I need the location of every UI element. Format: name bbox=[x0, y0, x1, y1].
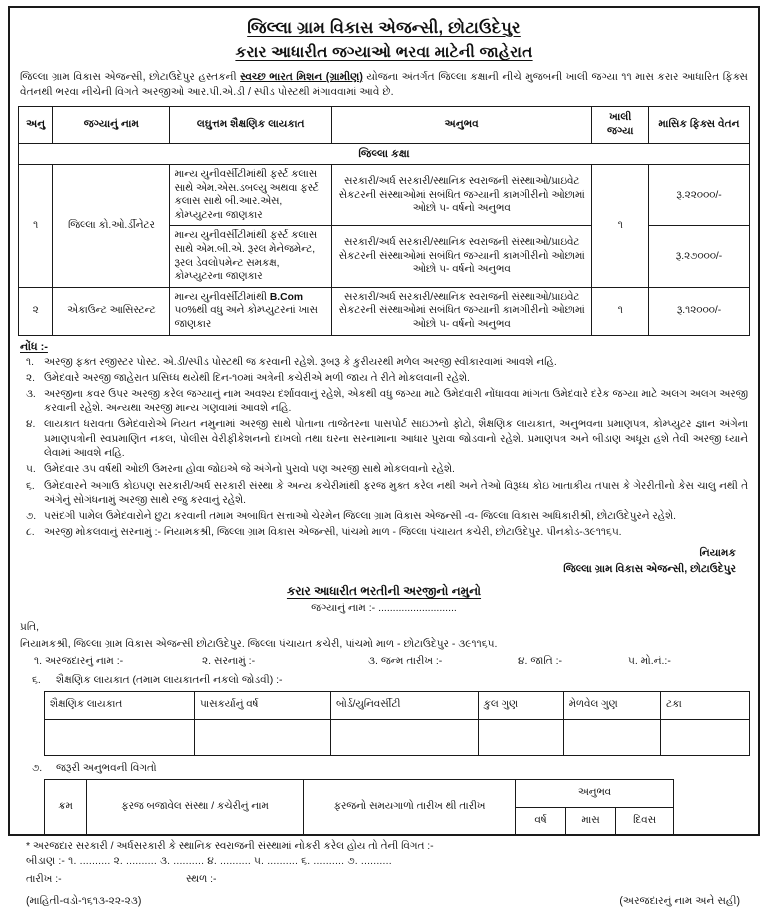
note-text: અરજી મોકલવાનું સરનામું :- નિયામકશ્રી, જિલ્લા ગ્રામ વિકાસ એજન્સી, પાંચમો માળ - જિલ્લા પંચાયત કચેરી, છોટાઉદેપુર. પીનકોડ-૩૯૧૧૬૫. bbox=[44, 527, 622, 539]
note-number: ૬. bbox=[26, 480, 35, 492]
list-item bbox=[20, 356, 748, 371]
vacancy-table bbox=[18, 106, 750, 336]
agency-title: જિલ્લા ગ્રામ વિકાસ એજન્સી, છોટાઉદેપુર bbox=[247, 19, 521, 37]
edu-cell-percentage[interactable] bbox=[660, 719, 749, 755]
row3-post: એકાઉન્ટ આસિસ્ટન્ટ bbox=[53, 287, 170, 335]
government-service-note: * અરજદાર સરકારી / અર્ધસરકારી કે સ્થાનિક સ્વરાજની સંસ્થામાં નોકરી કરેલ હોય તો તેની વિગત :- bbox=[26, 840, 434, 852]
list-item bbox=[20, 463, 748, 478]
place-field[interactable]: સ્થળ :- bbox=[186, 873, 217, 885]
row3-vacancy: ૧ bbox=[592, 287, 649, 335]
application-form-title: કરાર આધારીત ભરતીની અરજીનો નમુનો bbox=[286, 584, 482, 598]
exp-col-organisation: ફરજ બજાવેલ સંસ્થા / કચેરીનું નામ bbox=[87, 779, 304, 835]
applicant-mobile-field[interactable]: ૫. મો.નં.:- bbox=[628, 654, 671, 667]
row3-education-degree: B.Com bbox=[269, 291, 304, 303]
edu-col-pass-year: પાસકર્યાનું વર્ષ bbox=[194, 691, 330, 719]
list-item bbox=[20, 480, 748, 509]
date-place-row bbox=[18, 869, 750, 888]
row3-education bbox=[170, 287, 332, 335]
applicant-signature-label: (અરજદારનું નામ અને સહી) bbox=[619, 894, 740, 907]
list-item bbox=[20, 510, 748, 525]
row1-sr: ૧ bbox=[19, 165, 53, 288]
row3-education-pre: માન્ય યુનીવર્સીટીમાંથી bbox=[174, 291, 270, 303]
education-section-heading bbox=[18, 671, 750, 690]
note-number: ૨. bbox=[26, 372, 35, 384]
document-footer bbox=[18, 888, 750, 908]
row1-post: જિલ્લા કો.ઓ.ર્ડીનેટર bbox=[53, 165, 170, 288]
footer-reference-number: (માહિતી-વડો-૧૬૧૩-૨૨-૨૩) bbox=[26, 894, 142, 907]
exp-col-sr: ક્રમ bbox=[45, 779, 87, 835]
col-sr: અનુ bbox=[19, 106, 53, 143]
exp-col-period: ફરજનો સમયગાળો તારીખ થી તારીખ bbox=[304, 779, 516, 835]
experience-section-heading bbox=[18, 759, 750, 778]
note-text: ઉમેદવારને અગાઉ કોઇપણ સરકારી/અર્ધ સરકારી સંસ્થા કે અન્ય કચેરીમાંથી ફરજ મુક્ત કરેલ નથી અને તેઓ વિરૂધ્ધ કોઇ ખાતાકીય તપાસ કે ગેરરીતીનો કેસ ચાલુ નથી તે અંગેનું સોગંધનામું અરજી સાથે રજુ કરવાનું રહેશે. bbox=[44, 480, 748, 507]
note-number: ૩. bbox=[26, 388, 36, 400]
applicant-dob-field[interactable]: ૩. જન્મ તારીખ :- bbox=[368, 654, 443, 667]
experience-section-label: જરૂરી અનુભવની વિગતો bbox=[56, 761, 157, 774]
exp-col-months: માસ bbox=[566, 807, 616, 835]
note-text: અરજીના કવર ઉપર અરજી કરેલ જગ્યાનું નામ અવશ્ય દર્શાવવાનું રહેશે, એકથી વધુ જગ્યા માટે ઉમેદવારી નોંધાવવા માંગતા ઉમેદવારે દરેક જગ્યા માટે અલગ અલગ અરજી કરવાની રહેશે. અન્યથા અરજી માન્ય ગણવામાં આવશે નહિ. bbox=[44, 388, 748, 415]
experience-section-number: ૭. bbox=[32, 761, 43, 774]
edu-col-obtained-marks: મેળવેલ ગુણ bbox=[563, 691, 660, 719]
edu-cell-pass-year[interactable] bbox=[194, 719, 330, 755]
enclosures-line[interactable]: બીડાણ :- ૧. .......... ૨. .......... ૩. .......... ૪. .......... ૫. .......... ૬. .......... ૭. .......... bbox=[26, 855, 392, 867]
edu-cell-obtained-marks[interactable] bbox=[563, 719, 660, 755]
edu-cell-board-university[interactable] bbox=[331, 719, 479, 755]
applicant-caste-field[interactable]: ૪. જાતિ :- bbox=[518, 654, 562, 667]
edu-cell-qualification[interactable] bbox=[45, 719, 195, 755]
intro-scheme-name: સ્વચ્છ ભારત મિશન (ગ્રામીણ) bbox=[240, 71, 363, 83]
signatory-designation: નિયામક bbox=[699, 547, 736, 560]
col-experience: અનુભવ bbox=[331, 106, 591, 143]
row1-education: માન્ય યુનીવર્સીટીમાંથી ફર્સ્ટ કલાસ સાથે એમ.એસ.ડબલ્યુ અથવા ફર્સ્ટ કલાસ સાથે બી.આર.એસ, કોમ્પ્યુટરના જાણકાર bbox=[170, 165, 332, 226]
note-number: ૫. bbox=[26, 464, 36, 476]
edu-col-percentage: ટકા bbox=[660, 691, 749, 719]
education-section-label: શૈક્ષણિક લાયકાત (તમામ લાયકાતની નકલો જોડવી) :- bbox=[56, 673, 283, 686]
col-post-name: જગ્યાનું નામ bbox=[53, 106, 170, 143]
table-row bbox=[19, 287, 750, 335]
experience-table-header-row bbox=[45, 779, 674, 807]
note-text: પસંદગી પામેલ ઉમેદવારોને છુટા કરવાની તમામ અબાધિત સત્તાઓ ચેરમેન જિલ્લા ગ્રામ વિકાસ એજન્સી -વ- જિલ્લા વિકાસ અધિકારીશ્રી, છોટાઉદેપુરને રહેશે. bbox=[44, 511, 677, 523]
list-item bbox=[20, 372, 748, 387]
addressee-label: પ્રતિ, bbox=[20, 621, 40, 633]
notes-heading: નોંધ :- bbox=[20, 340, 48, 353]
advertisement-title: કરાર આધારીત જગ્યાઓ ભરવા માટેની જાહેરાત bbox=[235, 43, 533, 61]
col-vacancies: ખાલી જગ્યા bbox=[592, 106, 649, 143]
col-education: લઘુત્તમ શૈક્ષણિક લાયકાત bbox=[170, 106, 332, 143]
note-text: અરજી ફક્ત રજીસ્ટર પોસ્ટ. એ.ડી/સ્પીડ પોસ્ટથી જ કરવાની રહેશે. રૂબરૂ કે કુરીયરથી મળેલ અરજી સ્વીકારવામાં આવશે નહિ. bbox=[44, 356, 557, 368]
col-salary: માસિક ફિક્સ વેતન bbox=[649, 106, 750, 143]
notes-list bbox=[20, 356, 748, 541]
list-item bbox=[20, 526, 748, 541]
row2-experience: સરકારી/અર્ધ સરકારી/સ્થાનિક સ્વરાજની સંસ્થાઓ/પ્રાઇવેટ સેકટરની સંસ્થાઓમાં સબંધિત જગ્યાની કામગીરીનો ઓછામાં ઓછો ૫- વર્ષનો અનુભવ bbox=[331, 226, 591, 287]
education-section-number: ૬. bbox=[32, 673, 41, 686]
list-item bbox=[20, 388, 748, 417]
edu-col-board-university: બોર્ડ/યુનિવર્સીટી bbox=[331, 691, 479, 719]
row2-education: માન્ય યુનીવર્સીટીમાંથી ફર્સ્ટ કલાસ સાથે એમ.બી.એ. રૂરલ મેનેજમેન્ટ, રૂરલ ડેવલોપમેન્ટ સમકક્ષ, કોમ્પ્યુટરના જાણકાર bbox=[170, 226, 332, 287]
authority-signature-block bbox=[18, 544, 750, 577]
note-number: ૧. bbox=[26, 356, 34, 368]
document-header bbox=[18, 14, 750, 68]
applicant-basic-fields bbox=[18, 653, 750, 671]
row2-salary: રૂ.૨૭૦૦૦/- bbox=[649, 226, 750, 287]
note-text: ઉમેદવારે અરજી જાહેરાત પ્રસિધ્ધ થયેથી દિન-૧૦માં અત્રેની કચેરીએ મળી જાય તે રીતે મોકલવાની રહેશે. bbox=[44, 372, 470, 384]
edu-col-total-marks: કુલ ગુણ bbox=[478, 691, 563, 719]
exp-col-experience: અનુભવ bbox=[516, 779, 674, 807]
applicant-name-field[interactable]: ૧. અરજદારનું નામ :- bbox=[34, 654, 124, 667]
education-qualification-table bbox=[44, 691, 750, 756]
table-row bbox=[45, 719, 750, 755]
list-item bbox=[20, 418, 748, 462]
exp-col-days: દિવસ bbox=[616, 807, 674, 835]
row1-salary: રૂ.૨૨૦૦૦/- bbox=[649, 165, 750, 226]
section-band-row bbox=[19, 143, 750, 165]
applicant-address-field[interactable]: ૨. સરનામું :- bbox=[202, 654, 256, 667]
note-number: ૭. bbox=[26, 511, 37, 523]
intro-text: જિલ્લા ગ્રામ વિકાસ એજન્સી, છોટાઉદેપુર હસ્તકની સ્વચ્છ ભારત મિશન (ગ્રામીણ) યોજના અંતર્ગત જિલ્લા કક્ષાની નીચે મુજબની ખાલી જગ્યા ૧૧ માસ કરાર આધારિત ફિક્સ વેતનથી ભરવા નીચેની વિગતે અરજીઓ આર.પી.એ.ડી / સ્પીડ પોસ્ટથી મંગાવવામાં આવે છે. bbox=[20, 71, 748, 99]
edu-cell-total-marks[interactable] bbox=[478, 719, 563, 755]
note-number: ૪. bbox=[26, 419, 36, 431]
notice-sheet bbox=[8, 6, 760, 907]
row3-experience: સરકારી/અર્ધ સરકારી/સ્થાનિક સ્વરાજની સંસ્થાઓ/પ્રાઇવેટ સેકટરની સંસ્થાઓમાં સબંધિત જગ્યાની કામગીરીનો ઓછામાં ઓછો ૫- વર્ષનો અનુભવ bbox=[331, 287, 591, 335]
signatory-office: જિલ્લા ગ્રામ વિકાસ એજન્સી, છોટાઉદેપુર bbox=[563, 562, 736, 575]
vacancy-table-header-row bbox=[19, 106, 750, 143]
row1-vacancy: ૧ bbox=[592, 165, 649, 288]
intro-paragraph bbox=[18, 68, 750, 106]
application-post-name-field[interactable]: જગ્યાનું નામ :- ........................... bbox=[311, 602, 457, 614]
note-text: ઉમેદવાર ૩૫ વર્ષથી ઓછી ઉમરના હોવા જોઇએ જે અંગેનો પુરાવો પણ અરજી સાથે મોકલવાનો રહેશે. bbox=[44, 464, 455, 476]
education-table-header-row bbox=[45, 691, 750, 719]
row3-education-post: ૫૦%થી વધુ અને કોમ્પ્યુટરનાં ખાસ જાણકાર bbox=[174, 305, 318, 330]
row1-experience: સરકારી/અર્ધ સરકારી/સ્થાનિક સ્વરાજની સંસ્થાઓ/પ્રાઇવેટ સેકટરની સંસ્થાઓમાં સબંધિત જગ્યાની કામગીરીનો ઓછામાં ઓછો ૫- વર્ષનો અનુભવ bbox=[331, 165, 591, 226]
experience-details-table bbox=[44, 779, 674, 836]
row3-sr: ૨ bbox=[19, 287, 53, 335]
section-band-label: જિલ્લા કક્ષા bbox=[19, 143, 750, 165]
row3-salary: રૂ.૧૨૦૦૦/- bbox=[649, 287, 750, 335]
note-text: લાયકાત ધરાવતા ઉમેદવારોએ નિયત નમુનામાં અરજી સાથે પોતાના તાજેતરના પાસપોર્ટ સાઇઝનો ફોટો, શૈક્ષણિક લાયકાત, અનુભવના પ્રમાણપત્ર, કોમ્પ્યુટર જ્ઞાન અંગેના પ્રમાણપત્રોની સ્વપ્રમાણિત નકલ, પોલીસ વેરીફીકેશનનો દાખલો તથા ઘરના સરનામાના આધાર પુરાવા જોડવાનો રહેશે. પ્રમાણપત્ર અને બીડાણ અધૂરા હશે તેવી અરજી ધ્યાને લેવામાં આવશે નહિ. bbox=[44, 419, 748, 460]
addressee-address: નિયામકશ્રી, જિલ્લા ગ્રામ વિકાસ એજન્સી છોટાઉદેપુર. જિલ્લા પંચાયત કચેરી, પાંચમો માળ - છોટાઉદેપુર - ૩૯૧૧૬૫. bbox=[20, 637, 498, 650]
exp-col-years: વર્ષ bbox=[516, 807, 566, 835]
notes-section bbox=[18, 336, 750, 545]
edu-col-qualification: શૈક્ષણિક લાયકાત bbox=[45, 691, 195, 719]
note-number: ૮. bbox=[26, 527, 35, 539]
date-field[interactable]: તારીખ :- bbox=[26, 873, 62, 885]
table-row bbox=[19, 165, 750, 226]
